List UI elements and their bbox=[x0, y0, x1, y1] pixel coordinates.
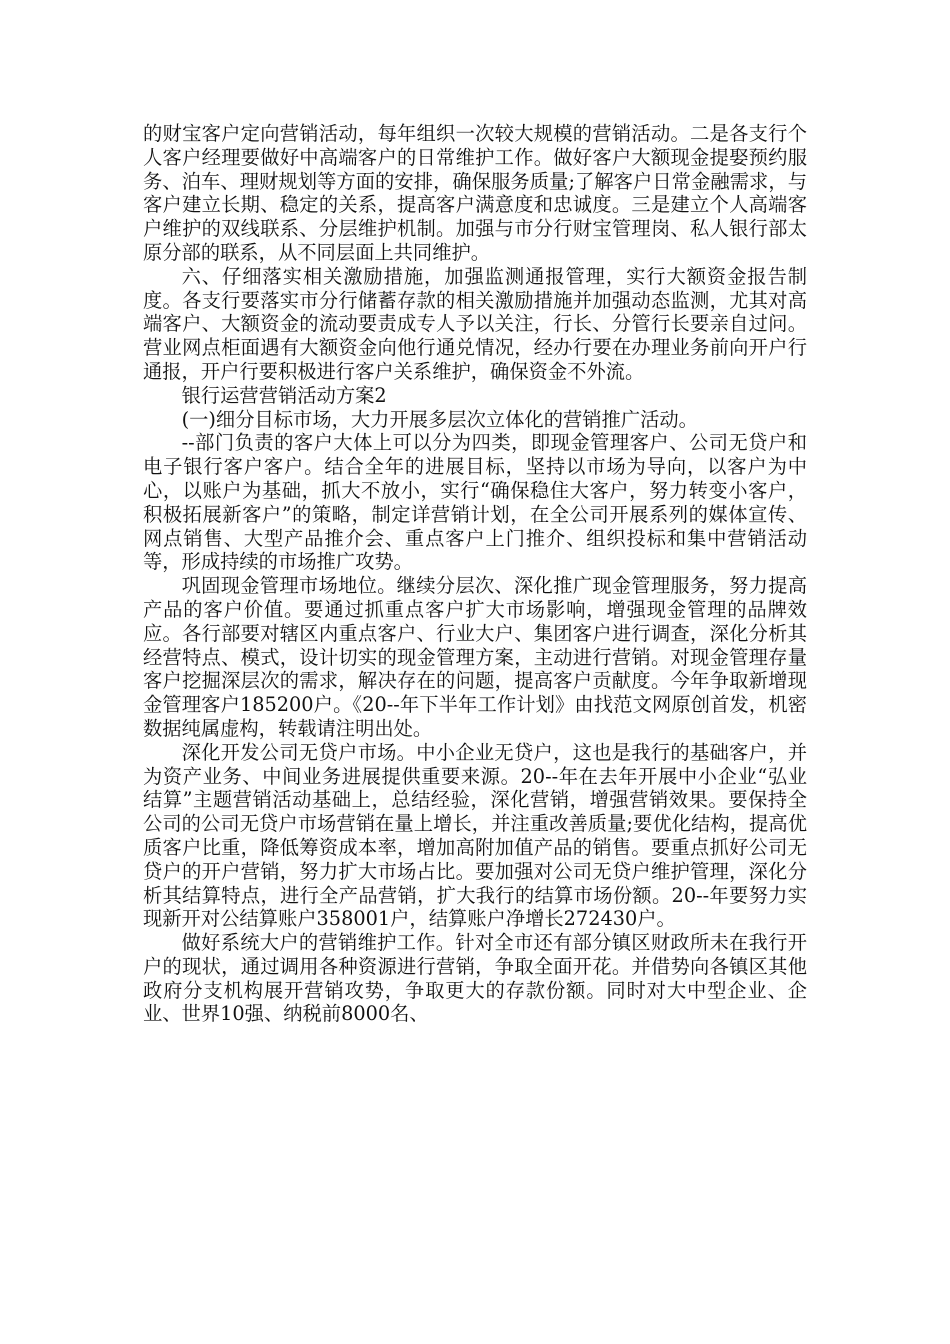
paragraph-subheading: (一)细分目标市场，大力开展多层次立体化的营销推广活动。 bbox=[181, 407, 698, 431]
document-body bbox=[143, 122, 807, 1026]
paragraph-8: 做好系统大户的营销维护工作。针对全市还有部分镇区财政所未在我行开户的现状，通过调用各种资源进行营销，争取全面开花。并借势向各镇区其他政府分支机构展开营销攻势，争取更大的存款份额。同时对大中型企业、企业、世界10强、纳税前8000名、 bbox=[143, 931, 807, 1026]
paragraph-1: 的财宝客户定向营销活动，每年组织一次较大规模的营销活动。二是各支行个人客户经理要做好中高端客户的日常维护工作。做好客户大额现金提娶预约服务、泊车、理财规划等方面的安排，确保服务质量;了解客户日常金融需求，与客户建立长期、稳定的关系，提高客户满意度和忠诚度。三是建立个人高端客户维护的双线联系、分层维护机制。加强与市分行财宝管理岗、私人银行部太原分部的联系，从不同层面上共同维护。 bbox=[143, 122, 807, 264]
paragraph-7: 深化开发公司无贷户市场。中小企业无贷户，这也是我行的基础客户，并为资产业务、中间业务进展提供重要来源。20--年在去年开展中小企业“弘业结算”主题营销活动基础上，总结经验，深化营销，增强营销效果。要保持全公司的公司无贷户市场营销在量上增长，并注重改善质量;要优化结构，提高优质客户比重，降低筹资成本率，增加高附加值产品的销售。要重点抓好公司无贷户的开户营销，努力扩大市场占比。要加强对公司无贷户维护管理，深化分析其结算特点，进行全产品营销，扩大我行的结算市场份额。20--年要努力实现新开对公结算账户358001户，结算账户净增长272430户。 bbox=[143, 740, 807, 931]
paragraph-2: 六、仔细落实相关激励措施，加强监测通报管理，实行大额资金报告制度。各支行要落实市分行储蓄存款的相关激励措施并加强动态监测，尤其对高端客户、大额资金的流动要责成专人予以关注，行长、分管行长要亲自过问。营业网点柜面遇有大额资金向他行通兑情况，经办行要在办理业务前向开户行通报，开户行要积极进行客户关系维护，确保资金不外流。 bbox=[143, 264, 807, 383]
paragraph-5: --部门负责的客户大体上可以分为四类，即现金管理客户、公司无贷户和电子银行客户客户。结合全年的进展目标，坚持以市场为导向，以客户为中心，以账户为基础，抓大不放小，实行“确保稳住大客户，努力转变小客户，积极拓展新客户”的策略，制定详营销计划，在全公司开展系列的媒体宣传、网点销售、大型产品推介会、重点客户上门推介、组织投标和集中营销活动等，形成持续的市场推广攻势。 bbox=[143, 431, 807, 574]
section-heading: 银行运营营销活动方案2 bbox=[181, 383, 387, 407]
paragraph-6: 巩固现金管理市场地位。继续分层次、深化推广现金管理服务，努力提高产品的客户价值。要通过抓重点客户扩大市场影响，增强现金管理的品牌效应。各行部要对辖区内重点客户、行业大户、集团客户进行调查，深化分析其经营特点、模式，设计切实的现金管理方案，主动进行营销。对现金管理存量客户挖掘深层次的需求，解决存在的问题，提高客户贡献度。今年争取新增现金管理客户185200户。《20--年下半年工作计划》由找范文网原创首发，机密数据纯属虚构，转载请注明出处。 bbox=[143, 574, 807, 740]
